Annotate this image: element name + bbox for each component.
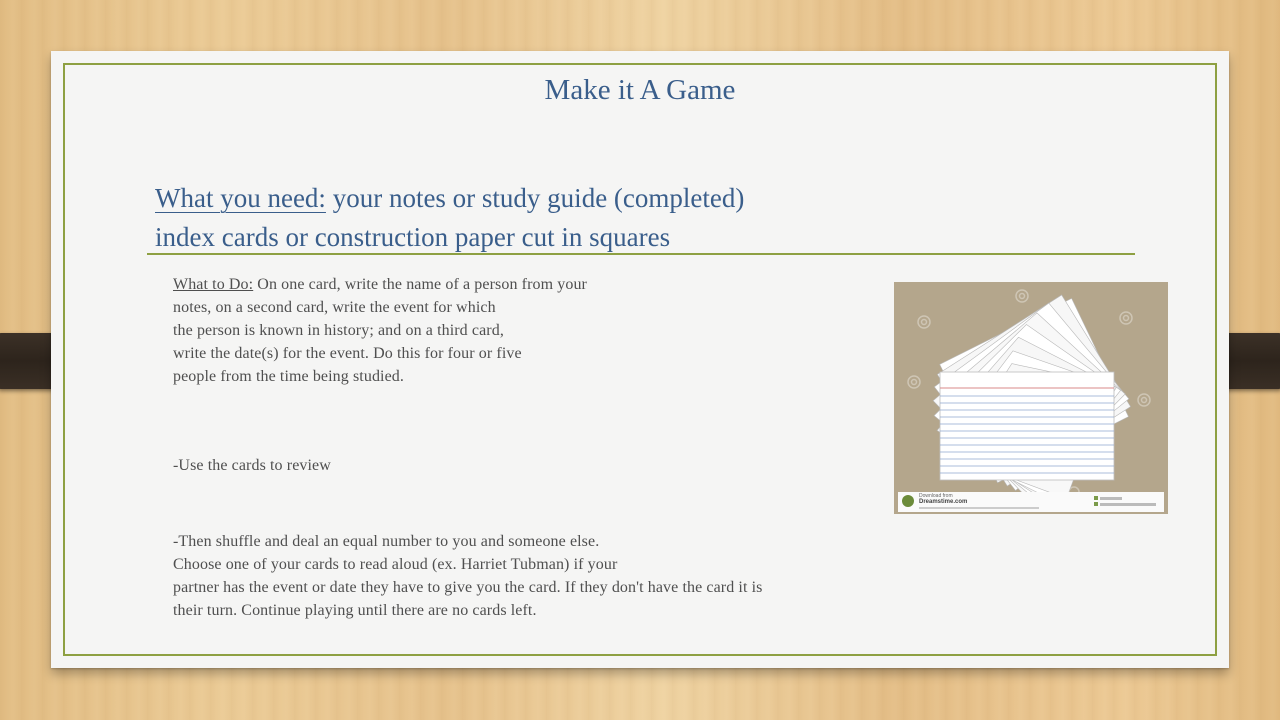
index-cards-image: [894, 282, 1168, 514]
credit-mark-2: [1094, 502, 1098, 506]
what-to-do-label: What to Do:: [173, 276, 254, 293]
credit-line-1: Download from: [919, 493, 953, 499]
slide-title: Make it A Game: [544, 74, 736, 106]
dreamstime-logo-icon: [902, 495, 914, 507]
section-divider: [147, 253, 1135, 255]
credit-author-line: [1100, 503, 1156, 506]
shuffle-instruction: -Then shuffle and deal an equal number to you and someone else. Choose one of your cards to read aloud (ex. Harriet Tubman) if your partner has the event or date they have to give you the card. If they don't have the card it is their turn. Continue playing until there are no cards left.: [173, 533, 763, 619]
credit-line-2: Dreamstime.com: [919, 499, 968, 505]
credit-mark-1: [1094, 496, 1098, 500]
credit-bar: [919, 507, 1039, 509]
what-you-need-text-2: index cards or construction paper cut in squares: [155, 222, 671, 252]
what-you-need-section: [155, 179, 875, 257]
index-cards-illustration: [894, 282, 1168, 514]
what-to-do-text: On one card, write the name of a person from your notes, on a second card, write the event for which the person is known in history; and on a third card, write the date(s) for the event. Do this for four or five people from the time being studied.: [173, 276, 587, 385]
front-index-card: [940, 372, 1114, 480]
slide-paper: [51, 51, 1229, 668]
what-you-need-label: What you need:: [155, 183, 326, 213]
what-you-need-text: your notes or study guide (completed): [325, 183, 745, 213]
credit-id-line: [1100, 497, 1122, 500]
use-cards-instruction: -Use the cards to review: [173, 457, 331, 474]
image-credit-bar: [898, 492, 1164, 512]
what-to-do-paragraph: [173, 273, 733, 388]
